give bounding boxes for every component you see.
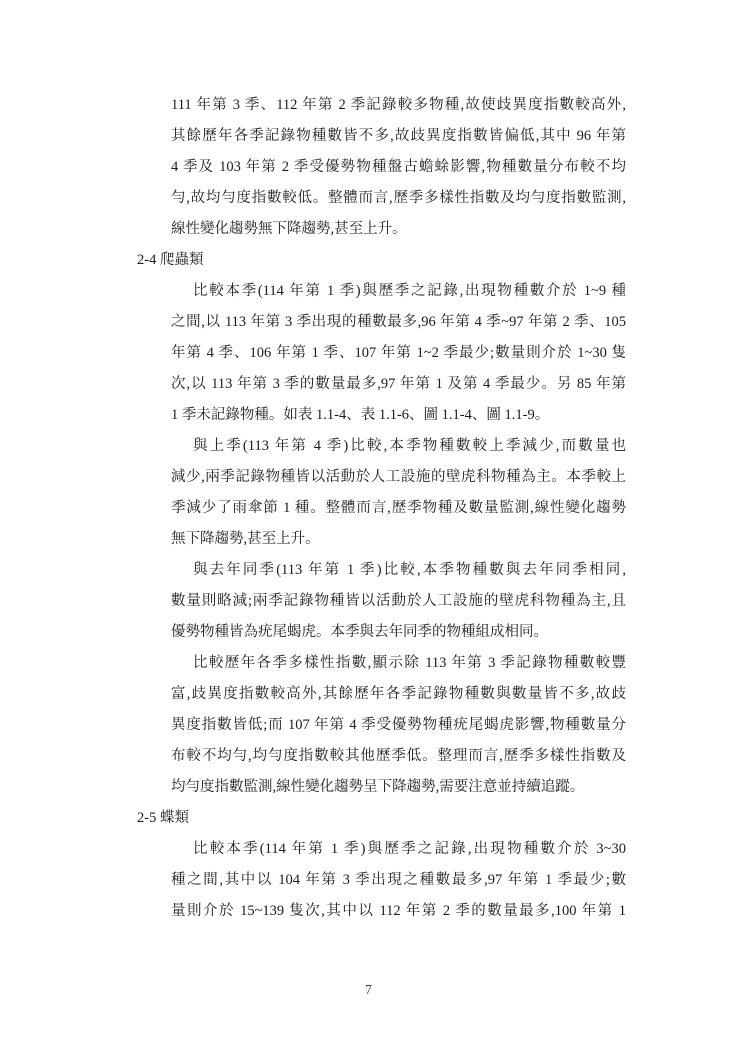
paragraph-reptile-seasonal-records [171,276,626,431]
text-line: 4 季及 103 年第 2 季受優勢物種盤古蟾蜍影響,物種數量分布較不均 [171,159,626,175]
section-heading-2-4-reptiles: 2-4 爬蟲類 [137,252,204,268]
text-line: 減少,兩季記錄物種皆以活動於人工設施的壁虎科物種為主。本季較上 [171,469,626,485]
paragraph-reptile-diversity-index [171,648,626,803]
text-line: 數量則略減;兩季記錄物種皆以活動於人工設施的壁虎科物種為主,且 [171,593,626,609]
text-line: 111 年第 3 季、112 年第 2 季記錄較多物種,故使歧異度指數較高外, [171,97,626,113]
text-line: 之間,以 113 年第 3 季出現的種數最多,96 年第 4 季~97 年第 2 季、105 [171,314,626,330]
text-line: 與去年同季(113 年第 1 季)比較,本季物種數與去年同季相同, [193,562,626,578]
text-line: 布較不均勻,均勻度指數較其他歷季低。整理而言,歷季多樣性指數及 [171,748,626,764]
text-line: 季減少了雨傘節 1 種。整體而言,歷季物種及數量監測,線性變化趨勢 [171,500,626,516]
text-line: 比較本季(114 年第 1 季)與歷季之記錄,出現物種數介於 3~30 [193,841,626,857]
paragraph-reptile-vs-previous-quarter [171,431,626,555]
text-line: 優勢物種皆為疣尾蝎虎。本季與去年同季的物種組成相同。 [171,624,548,640]
paragraph-amphibian-index-summary [171,90,626,245]
page-number: 7 [365,982,372,997]
text-line: 異度指數皆低;而 107 年第 4 季受優勢物種疣尾蝎虎影響,物種數量分 [171,717,626,733]
text-line: 比較歷年各季多樣性指數,顯示除 113 年第 3 季記錄物種數較豐 [193,655,626,671]
text-line: 與上季(113 年第 4 季)比較,本季物種數較上季減少,而數量也 [193,438,626,454]
text-line: 無下降趨勢,甚至上升。 [171,531,320,547]
text-line: 比較本季(114 年第 1 季)與歷季之記錄,出現物種數介於 1~9 種 [193,283,626,299]
paragraph-reptile-vs-last-year [171,555,626,648]
page-body [137,90,626,927]
text-line: 次,以 113 年第 3 季的數量最多,97 年第 1 及第 4 季最少。另 85 年第 [171,376,626,392]
text-line: 均勻度指數監測,線性變化趨勢呈下降趨勢,需要注意並持續追蹤。 [171,779,585,795]
text-line: 量則介於 15~139 隻次,其中以 112 年第 2 季的數量最多,100 年第 1 [171,903,626,919]
section-heading-2-5-butterflies: 2-5 蝶類 [137,810,189,826]
paragraph-butterfly-seasonal-records [171,834,626,927]
text-line: 種之間,其中以 104 年第 3 季出現之種數最多,97 年第 1 季最少;數 [171,872,626,888]
text-line: 富,歧異度指數較高外,其餘歷年各季記錄物種數與數量皆不多,故歧 [171,686,626,702]
text-line: 其餘歷年各季記錄物種數皆不多,故歧異度指數皆偏低,其中 96 年第 [171,128,626,144]
text-line: 1 季未記錄物種。如表 1.1-4、表 1.1-6、圖 1.1-4、圖 1.1-9。 [171,407,550,423]
text-line: 年第 4 季、106 年第 1 季、107 年第 1~2 季最少;數量則介於 1~30 隻 [171,345,626,361]
text-line: 線性變化趨勢無下降趨勢,甚至上升。 [171,221,407,237]
text-line: 勻,故均勻度指數較低。整體而言,歷季多樣性指數及均勻度指數監測, [171,190,626,206]
